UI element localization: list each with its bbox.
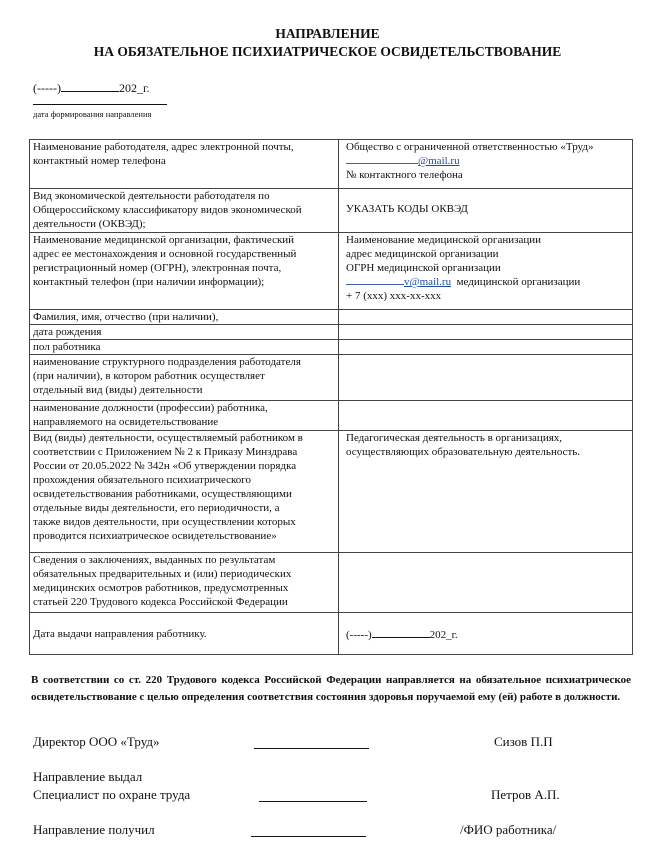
table-row	[30, 233, 633, 310]
okved-label-cell	[30, 189, 339, 233]
conclusions-value-cell[interactable]	[339, 553, 633, 613]
table-row	[30, 613, 633, 655]
conclusions-label-line: медицинских осмотров работников, предусмотренных	[33, 582, 289, 594]
director-name: Сизов П.П	[494, 734, 553, 749]
fullname-value-cell[interactable]	[339, 310, 633, 325]
conclusions-label-line: обязательных предварительных и (или) периодических	[33, 568, 292, 580]
specialist-name: Петров А.П.	[491, 787, 560, 802]
conclusions-label-line: статьей 220 Трудового кодекса Российской Федерации	[33, 596, 288, 608]
medorg-label-line: Наименование медицинской организации, фактический	[33, 234, 295, 246]
medorg-email	[342, 275, 629, 289]
received-label: Направление получил	[33, 822, 155, 837]
table-row	[30, 189, 633, 233]
medorg-address: адрес медицинской организации	[346, 248, 499, 260]
email-blank-line	[346, 284, 404, 285]
gender-value-cell[interactable]	[339, 340, 633, 355]
issue-date-value	[342, 626, 629, 642]
issue-date-prefix: (-----)	[346, 628, 372, 641]
issue-date-value-cell	[339, 613, 633, 655]
statement-paragraph: В соответствии со ст. 220 Трудового кодекса Российской Федерации направляется на обязательное психиатрическое освидетельствование с целью определения соответствия состояния здоровья поручаемой ему (ей) работе в должности.	[31, 674, 631, 703]
date-blank-line	[61, 79, 119, 92]
okved-label-line: деятельности (ОКВЭД);	[33, 218, 146, 230]
position-label-cell	[30, 401, 339, 431]
director-label: Директор ООО «Труд»	[33, 734, 160, 749]
department-label-line: (при наличии), в котором работник осуществляет	[33, 370, 265, 382]
document-title: НАПРАВЛЕНИЕ	[275, 26, 380, 41]
activity-label-cell	[30, 431, 339, 553]
medorg-label-line: регистрационный номер (ОГРН), электронная почта,	[33, 262, 282, 274]
fullname-label: Фамилия, имя, отчество (при наличии),	[30, 310, 339, 325]
activity-label-line: отдельные виды деятельности, его периодичности, а	[33, 502, 280, 514]
received-signature-line	[251, 836, 366, 837]
issue-date-blank-line	[372, 626, 430, 638]
specialist-signature-line	[259, 801, 367, 802]
received-name: /ФИО работника/	[460, 822, 557, 837]
birthdate-value-cell[interactable]	[339, 325, 633, 340]
table-row	[30, 310, 633, 325]
director-signature-line	[254, 748, 369, 749]
employer-label-line: Наименование работодателя, адрес электронной почты,	[33, 141, 294, 153]
position-label-line: направляемого на освидетельствование	[33, 416, 219, 428]
date-prefix: (-----)	[33, 81, 61, 95]
gender-label: пол работника	[30, 340, 339, 355]
okved-label-line: Вид экономической деятельности работодателя по	[33, 190, 270, 202]
table-row	[30, 140, 633, 189]
birthdate-label: дата рождения	[30, 325, 339, 340]
referral-table	[29, 139, 633, 655]
medorg-label-cell	[30, 233, 339, 310]
medorg-ogrn: ОГРН медицинской организации	[346, 262, 501, 274]
position-value-cell[interactable]	[339, 401, 633, 431]
employer-email	[342, 154, 629, 168]
activity-label-line: освидетельствования работниками, осуществляющими	[33, 488, 292, 500]
activity-label-line: также видов деятельности, при осуществлении которых	[33, 516, 296, 528]
activity-label-line: Вид (виды) деятельности, осуществляемый работником в	[33, 432, 303, 444]
medorg-phone: + 7 (ххх) ххх-хх-ххх	[346, 290, 442, 302]
conclusions-label-cell	[30, 553, 339, 613]
date-suffix: 202_г.	[118, 81, 150, 95]
activity-label-line: проводится психиатрическое освидетельствование»	[33, 530, 277, 542]
employer-phone: № контактного телефона	[346, 169, 463, 181]
date-signature-line	[33, 104, 167, 105]
issue-date-label-cell	[30, 613, 339, 655]
issue-date-suffix: 202_г.	[429, 628, 458, 641]
email-blank-line	[346, 163, 418, 164]
department-value-cell[interactable]	[339, 355, 633, 401]
table-row	[30, 431, 633, 553]
activity-value-line: Педагогическая деятельность в организациях,	[346, 432, 563, 444]
medorg-email-link[interactable]: v@mail.ru	[404, 276, 452, 288]
department-label-line: отдельный вид (виды) деятельности	[33, 384, 203, 396]
medorg-email-suffix: медицинской организации	[456, 276, 581, 288]
employer-name: Общество с ограниченной ответственностью «Труд»	[346, 141, 594, 153]
activity-label-line: соответствии с Приложением № 2 к Приказу Минздрава	[33, 446, 298, 458]
medorg-name: Наименование медицинской организации	[346, 234, 541, 246]
table-row	[30, 340, 633, 355]
issue-date-label: Дата выдачи направления работнику.	[33, 627, 207, 640]
employer-value-cell	[339, 140, 633, 189]
specialist-label: Специалист по охране труда	[33, 787, 191, 802]
table-row	[30, 355, 633, 401]
employer-label-cell	[30, 140, 339, 189]
issued-label: Направление выдал	[33, 769, 143, 784]
position-label-line: наименование должности (профессии) работника,	[33, 402, 268, 414]
table-row	[30, 325, 633, 340]
employer-label-line: контактный номер телефона	[33, 155, 166, 167]
formation-date	[33, 79, 150, 96]
okved-value-cell	[339, 189, 633, 233]
document-subtitle: НА ОБЯЗАТЕЛЬНОЕ ПСИХИАТРИЧЕСКОЕ ОСВИДЕТЕЛЬСТВОВАНИЕ	[93, 44, 562, 59]
okved-label-line: Общероссийскому классификатору видов экономической	[33, 204, 302, 216]
department-label-line: наименование структурного подразделения работодателя	[33, 356, 301, 368]
conclusions-label-line: Сведения о заключениях, выданных по результатам	[33, 554, 276, 566]
date-caption: дата формирования направления	[33, 109, 152, 119]
medorg-value-cell	[339, 233, 633, 310]
activity-label-line: России от 20.05.2022 № 342н «Об утверждении порядка	[33, 460, 297, 472]
department-label-cell	[30, 355, 339, 401]
medorg-label-line: адрес ее местонахождения и основной государственный	[33, 248, 297, 260]
table-row	[30, 553, 633, 613]
table-row	[30, 401, 633, 431]
employer-email-link[interactable]: @mail.ru	[418, 155, 460, 167]
activity-label-line: прохождения обязательного психиатрического	[33, 474, 252, 486]
okved-codes: УКАЗАТЬ КОДЫ ОКВЭД	[346, 202, 468, 215]
activity-value-line: осуществляющих образовательную деятельность.	[346, 446, 581, 458]
medorg-label-line: контактный телефон (при наличии информации);	[33, 276, 265, 288]
activity-value-cell	[339, 431, 633, 553]
